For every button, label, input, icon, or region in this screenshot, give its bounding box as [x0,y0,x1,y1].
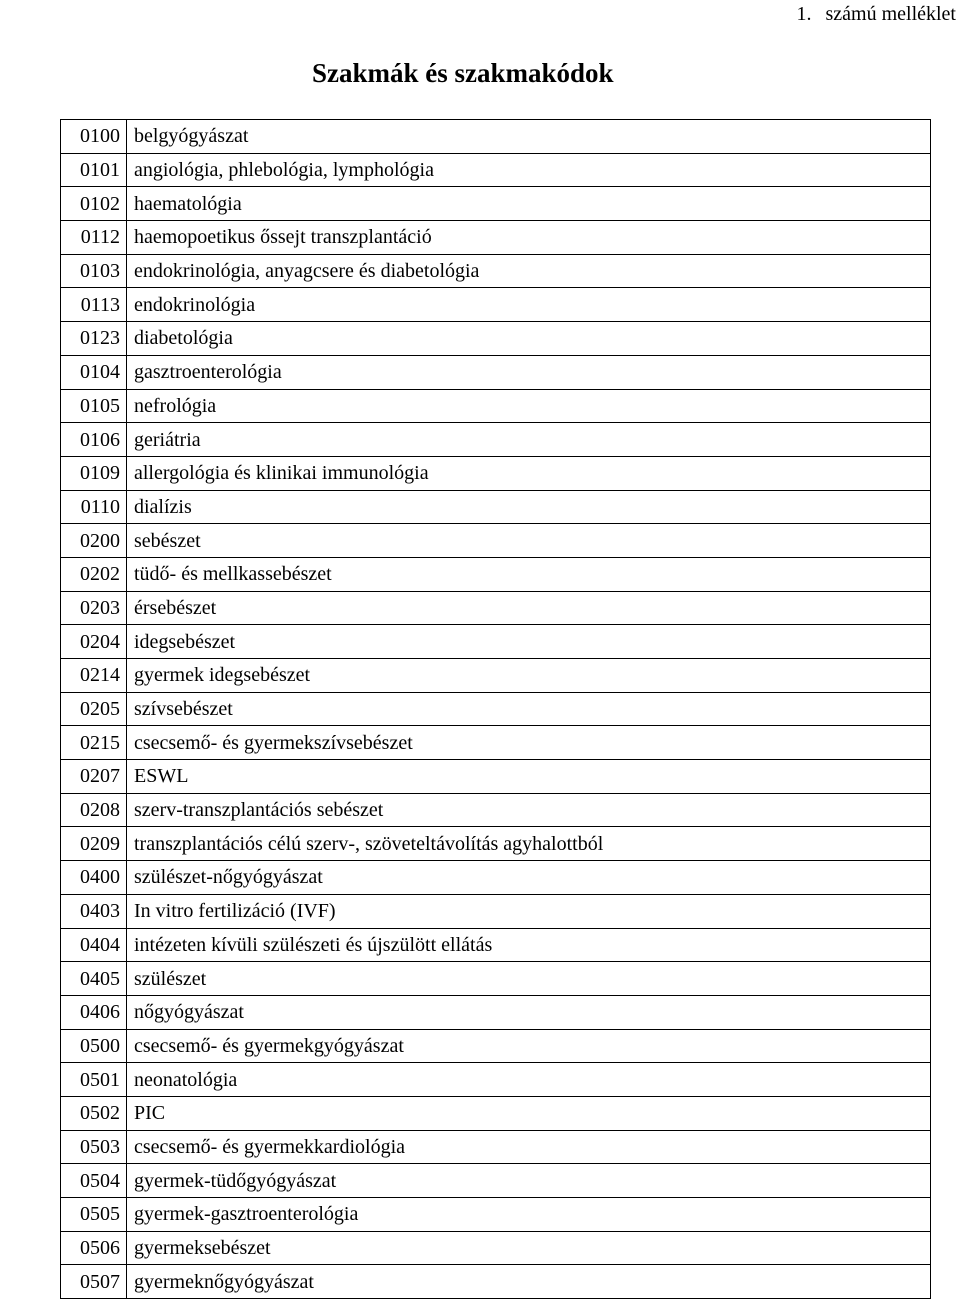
specialty-code-cell: 0200 [61,524,127,558]
table-row [61,625,931,659]
table-row [61,726,931,760]
specialty-code-cell: 0215 [61,726,127,760]
specialty-code-cell: 0113 [61,288,127,322]
specialty-code-cell: 0403 [61,894,127,928]
specialty-name-cell: belgyógyászat [127,120,931,154]
specialty-name-cell: transzplantációs célú szerv-, szöveteltávolítás agyhalottból [127,827,931,861]
table-row [61,120,931,154]
table-row [61,490,931,524]
specialty-code-cell: 0102 [61,187,127,221]
table-row [61,659,931,693]
specialty-code-cell: 0103 [61,254,127,288]
table-row [61,861,931,895]
table-row [61,995,931,1029]
table-row [61,254,931,288]
table-row [61,355,931,389]
specialty-code-cell: 0205 [61,692,127,726]
specialty-code-cell: 0405 [61,962,127,996]
specialty-name-cell: ESWL [127,760,931,794]
table-row [61,760,931,794]
specialty-name-cell: gyermeksebészet [127,1231,931,1265]
table-row [61,456,931,490]
specialty-name-cell: érsebészet [127,591,931,625]
specialty-code-cell: 0101 [61,153,127,187]
annex-label-text: számú melléklet [825,3,956,25]
specialty-name-cell: endokrinológia [127,288,931,322]
table-body [61,120,931,1299]
specialty-code-cell: 0404 [61,928,127,962]
specialty-name-cell: idegsebészet [127,625,931,659]
table-row [61,557,931,591]
specialty-name-cell: allergológia és klinikai immunológia [127,456,931,490]
specialty-code-cell: 0207 [61,760,127,794]
specialty-name-cell: gyermek-tüdőgyógyászat [127,1164,931,1198]
specialty-name-cell: nőgyógyászat [127,995,931,1029]
specialty-name-cell: szülészet-nőgyógyászat [127,861,931,895]
table-row [61,894,931,928]
table-row [61,389,931,423]
specialty-name-cell: szívsebészet [127,692,931,726]
specialty-name-cell: sebészet [127,524,931,558]
specialty-code-cell: 0208 [61,793,127,827]
table-row [61,692,931,726]
specialty-name-cell: szülészet [127,962,931,996]
specialty-name-cell: gyermek idegsebészet [127,659,931,693]
annex-label [796,2,956,26]
table-row [61,1198,931,1232]
specialty-name-cell: haemopoetikus őssejt transzplantáció [127,221,931,255]
page-title: Szakmák és szakmakódok [312,58,614,88]
specialty-code-cell: 0504 [61,1164,127,1198]
table-row [61,288,931,322]
specialty-name-cell: intézeten kívüli szülészeti és újszülött ellátás [127,928,931,962]
specialty-code-cell: 0500 [61,1029,127,1063]
specialty-name-cell: csecsemő- és gyermekkardiológia [127,1130,931,1164]
specialty-name-cell: csecsemő- és gyermekszívsebészet [127,726,931,760]
table-row [61,153,931,187]
specialty-name-cell: angiológia, phlebológia, lymphológia [127,153,931,187]
table-row [61,793,931,827]
specialty-name-cell: nefrológia [127,389,931,423]
specialty-code-cell: 0214 [61,659,127,693]
table-row [61,928,931,962]
specialty-code-cell: 0204 [61,625,127,659]
specialty-name-cell: diabetológia [127,322,931,356]
specialty-name-cell: szerv-transzplantációs sebészet [127,793,931,827]
table-row [61,1029,931,1063]
specialty-code-cell: 0105 [61,389,127,423]
table-row [61,1063,931,1097]
specialty-code-cell: 0506 [61,1231,127,1265]
table-row [61,1231,931,1265]
table-row [61,187,931,221]
specialty-code-cell: 0104 [61,355,127,389]
specialty-name-cell: haematológia [127,187,931,221]
specialty-name-cell: geriátria [127,423,931,457]
table-row [61,827,931,861]
specialty-name-cell: gyermeknőgyógyászat [127,1265,931,1299]
table-row [61,1096,931,1130]
specialty-code-cell: 0502 [61,1096,127,1130]
table-row [61,524,931,558]
specialty-code-cell: 0507 [61,1265,127,1299]
specialty-code-cell: 0505 [61,1198,127,1232]
specialty-name-cell: gyermek-gasztroenterológia [127,1198,931,1232]
table-row [61,423,931,457]
specialty-name-cell: csecsemő- és gyermekgyógyászat [127,1029,931,1063]
specialty-code-cell: 0501 [61,1063,127,1097]
table-row [61,221,931,255]
specialty-code-cell: 0112 [61,221,127,255]
specialty-code-cell: 0209 [61,827,127,861]
specialty-code-cell: 0109 [61,456,127,490]
specialty-code-cell: 0400 [61,861,127,895]
specialty-code-cell: 0203 [61,591,127,625]
specialty-name-cell: neonatológia [127,1063,931,1097]
table-row [61,1265,931,1299]
table-row [61,1164,931,1198]
specialty-name-cell: tüdő- és mellkassebészet [127,557,931,591]
annex-number: 1. [796,3,812,25]
specialty-name-cell: dialízis [127,490,931,524]
specialty-code-cell: 0100 [61,120,127,154]
table-row [61,322,931,356]
table-row [61,962,931,996]
specialty-code-cell: 0123 [61,322,127,356]
table-row [61,591,931,625]
table-row [61,1130,931,1164]
specialty-name-cell: PIC [127,1096,931,1130]
specialty-code-cell: 0110 [61,490,127,524]
specialty-code-cell: 0503 [61,1130,127,1164]
specialty-code-cell: 0202 [61,557,127,591]
specialty-name-cell: endokrinológia, anyagcsere és diabetológia [127,254,931,288]
specialty-code-table [60,119,931,1299]
specialty-code-cell: 0106 [61,423,127,457]
specialty-name-cell: gasztroenterológia [127,355,931,389]
specialty-code-cell: 0406 [61,995,127,1029]
specialty-name-cell: In vitro fertilizáció (IVF) [127,894,931,928]
